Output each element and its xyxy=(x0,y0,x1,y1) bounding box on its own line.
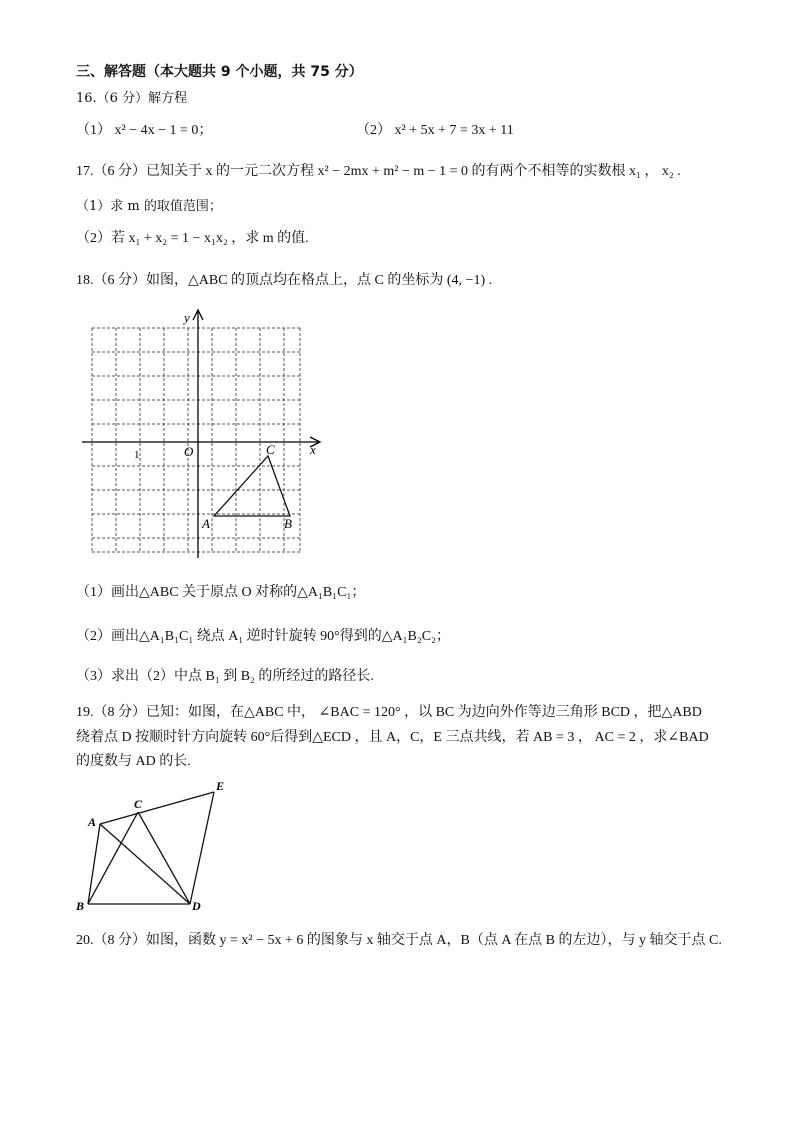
point-label-e-19: E xyxy=(216,779,225,793)
question-19-figure xyxy=(72,776,242,916)
triangle-abc xyxy=(214,456,290,516)
point-label-a: A xyxy=(202,516,210,531)
question-17-part-2: （2）若 x₁ + x₂ = 1 − x₁x₂ ，求 m 的值. xyxy=(76,231,309,246)
question-18-header: 18.（6 分）如图，△ABC 的顶点均在格点上，点 C 的坐标为 (4, −1) . xyxy=(76,273,493,288)
segment-ed xyxy=(190,792,214,904)
question-16-header: 16.（6 分）解方程 xyxy=(76,91,188,106)
point-label-d-19: D xyxy=(192,899,201,913)
origin-label: O xyxy=(184,444,194,459)
y-axis-label: y xyxy=(184,310,190,325)
grid-lines xyxy=(92,328,300,552)
question-20-header: 20.（8 分）如图，函数 y = x² − 5x + 6 的图象与 x 轴交于点 A，B（点 A 在点 B 的左边），与 y 轴交于点 C. xyxy=(76,933,722,948)
question-18-grid-figure xyxy=(80,308,330,563)
question-19-line-1: 19.（8 分）已知：如图，在△ABC 中， ∠BAC = 120° ，以 BC 为边向外作等边三角形 BCD ，把△ABD xyxy=(76,705,702,720)
tick-label: 1 xyxy=(134,449,140,461)
question-16-part-2: （2） x² + 5x + 7 = 3x + 11 xyxy=(356,123,514,138)
question-19-line-2: 绕着点 D 按顺时针方向旋转 60°后得到△ECD ，且 A，C，E 三点共线，若 AB = 3 ， AC = 2 ，求∠BAD xyxy=(76,730,709,745)
point-label-b-19: B xyxy=(76,899,85,913)
question-17-part-1: （1）求 m 的取值范围； xyxy=(76,199,222,214)
question-18-part-3: （3）求出（2）中点 B₁ 到 B₂ 的所经过的路径长. xyxy=(76,669,374,684)
question-18-part-1: （1）画出△ABC 关于原点 O 对称的△A₁B₁C₁； xyxy=(76,585,366,600)
segment-ae xyxy=(100,792,214,824)
question-16-part-1: （1） x² − 4x − 1 = 0； xyxy=(76,123,213,138)
point-label-b: B xyxy=(284,516,292,531)
x-axis-label: x xyxy=(310,442,316,457)
section-title: 三、解答题（本大题共 9 个小题，共 75 分） xyxy=(76,64,363,80)
question-19-line-3: 的度数与 AD 的长. xyxy=(76,754,191,769)
point-label-a-19: A xyxy=(88,815,97,829)
segment-cd xyxy=(138,812,190,904)
segment-ad xyxy=(100,824,190,904)
point-label-c: C xyxy=(266,442,275,457)
question-17-header: 17.（6 分）已知关于 x 的一元二次方程 x² − 2mx + m² − m − 1 = 0 的有两个不相等的实数根 x₁ ， x₂ . xyxy=(76,164,681,179)
point-label-c-19: C xyxy=(134,797,143,811)
question-18-part-2: （2）画出△A₁B₁C₁ 绕点 A₁ 逆时针旋转 90°得到的△A₁B₂C₂； xyxy=(76,629,450,644)
